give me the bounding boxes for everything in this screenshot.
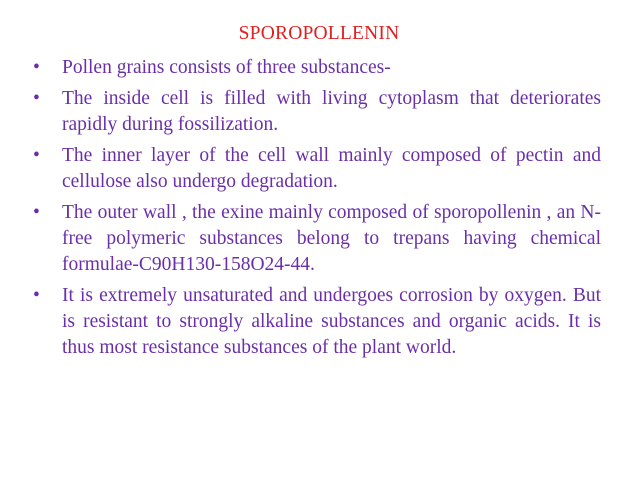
- bullet-item: [33, 86, 601, 138]
- bullet-dot-icon: •: [33, 88, 40, 109]
- bullet-text: The inner layer of the cell wall mainly composed of pectin and cellulose also undergo degradation.: [62, 145, 601, 192]
- bullet-item: [33, 200, 601, 278]
- bullet-item: [33, 55, 601, 81]
- bullet-dot-icon: •: [33, 202, 40, 223]
- slide-title: SPOROPOLLENIN: [238, 23, 400, 44]
- bullet-dot-icon: •: [33, 57, 40, 78]
- bullet-text: It is extremely unsaturated and undergoes corrosion by oxygen. But is resistant to strongly alkaline substances and organic acids. It is thus most resistance substances of the plant world.: [62, 285, 601, 358]
- bullet-dot-icon: •: [33, 285, 40, 306]
- bullet-dot-icon: •: [33, 145, 40, 166]
- bullet-item: [33, 143, 601, 195]
- bullet-text: The outer wall , the exine mainly composed of sporopollenin , an N-free polymeric substances belong to trepans having chemical formulae-C90H130-158O24-44.: [62, 202, 601, 275]
- bullet-text: Pollen grains consists of three substances-: [62, 57, 391, 78]
- bullet-list: [33, 55, 601, 366]
- bullet-text: The inside cell is filled with living cytoplasm that deteriorates rapidly during fossilization.: [62, 88, 601, 135]
- bullet-item: [33, 283, 601, 361]
